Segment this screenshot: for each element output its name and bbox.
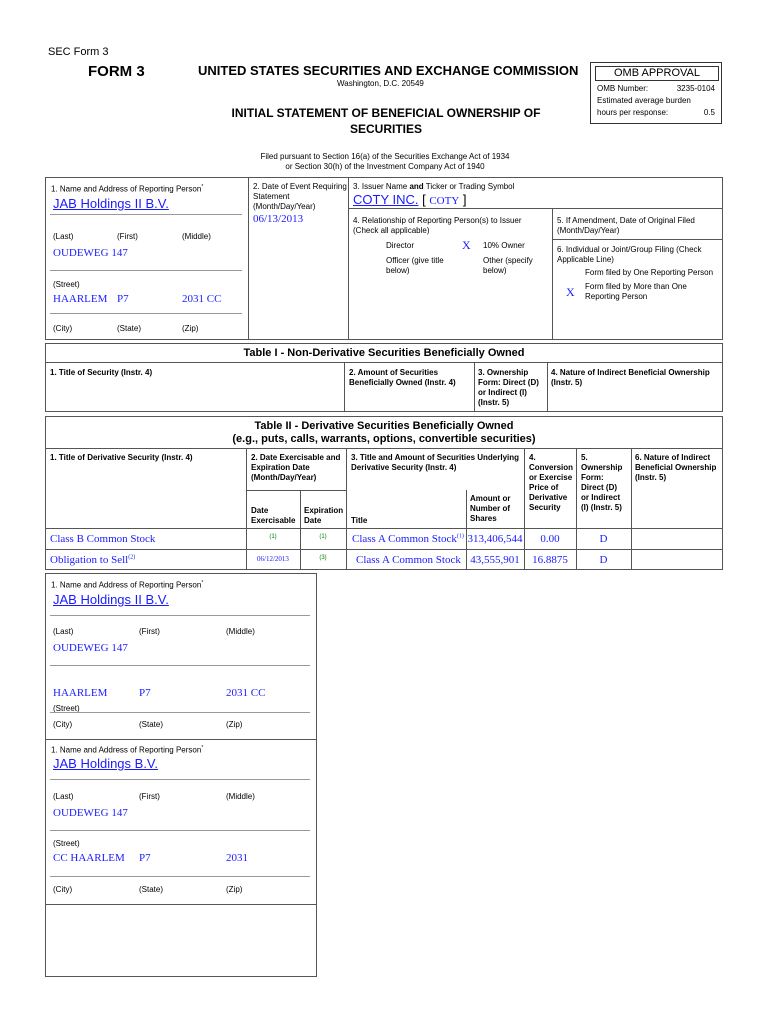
table2-col6-l3: (Instr. 5) [635, 473, 667, 482]
person2-name-link[interactable]: JAB Holdings B.V. [53, 756, 159, 771]
row2-underlying-title-text: Class A Common Stock [356, 554, 461, 566]
sec-form-label: SEC Form 3 [48, 46, 109, 58]
person2-state-value: P7 [139, 852, 151, 864]
table2-col5-l6: (I) (Instr. 5) [581, 503, 622, 512]
table2-title-l2: (e.g., puts, calls, warrants, options, convertible securities) [232, 433, 536, 445]
table1-col2-l2: Beneficially Owned (Instr. 4) [349, 378, 456, 387]
person2-zip-label: (Zip) [226, 885, 243, 894]
person2-label [51, 743, 203, 756]
table1-col4-l1: 4. Nature of Indirect Beneficial Ownership [551, 368, 710, 377]
table2-col6-l1: 6. Nature of Indirect [635, 453, 711, 462]
person2-street-value: OUDEWEG 147 [53, 807, 128, 819]
box3-issuer [353, 192, 467, 207]
box5-label-l2: (Month/Day/Year) [557, 226, 620, 235]
row1-expiration: (1) [319, 534, 327, 540]
box6-label [557, 245, 702, 265]
amount-l3: Shares [470, 514, 497, 523]
table2-col3 [351, 453, 519, 473]
table1-col1: 1. Title of Security (Instr. 4) [50, 368, 153, 377]
box3-label-post: Ticker or Trading Symbol [423, 182, 515, 191]
table2-col4-l6: Security [529, 503, 561, 512]
person2-first-label: (First) [139, 792, 160, 801]
more-than-one-l1: Form filed by More than One [585, 282, 687, 291]
person2-middle-label: (Middle) [226, 792, 255, 801]
box1-label [51, 182, 203, 195]
table2-col5-l5: or Indirect [581, 493, 621, 502]
row1-security-title: Class B Common Stock [50, 533, 156, 545]
table2-col4-l1: 4. [529, 453, 536, 462]
table-row [50, 533, 155, 545]
commission-title: UNITED STATES SECURITIES AND EXCHANGE COMMISSION [198, 63, 579, 78]
person1-label-text: 1. Name and Address of Reporting Person [51, 580, 202, 590]
box1-first-label: (First) [117, 232, 138, 241]
table2-col5-l1: 5. [581, 453, 588, 462]
omb-number-label: OMB Number: [597, 84, 649, 93]
table2-col3-amount [470, 494, 510, 524]
other-label-l1: Other (specify [483, 256, 533, 265]
more-than-one-l2: Reporting Person [585, 292, 648, 301]
row2-price: 16.8875 [532, 554, 568, 566]
box3-label-pre: 3. Issuer Name [353, 182, 410, 191]
director-label: Director [386, 241, 415, 250]
box1-star: * [201, 184, 204, 190]
row2-date-exercisable: 06/12/2013 [257, 555, 289, 563]
person2-star: * [201, 745, 204, 751]
box2-event-date: 06/13/2013 [253, 213, 304, 225]
box2-label-l3: (Month/Day/Year) [253, 202, 316, 211]
person1-zip-label: (Zip) [226, 720, 243, 729]
table1-col3-l1: 3. Ownership [478, 368, 529, 377]
expiration-l1: Expiration [304, 506, 344, 515]
person1-star: * [201, 580, 204, 586]
statement-title-line2: SECURITIES [349, 122, 422, 136]
box6-label-l2: Applicable Line) [557, 255, 614, 264]
table1-col4-l2: (Instr. 5) [551, 378, 583, 387]
person1-state-label: (State) [139, 720, 164, 729]
table2-col2-l1: 2. Date Exercisable and [251, 453, 341, 462]
person1-zip-value: 2031 CC [226, 687, 266, 699]
table2-col6-l2: Beneficial Ownership [635, 463, 717, 472]
person1-street-label: (Street) [53, 704, 80, 713]
table2-col3-l2: Derivative Security (Instr. 4) [351, 463, 457, 472]
table-row [50, 554, 135, 566]
person2-city-value: CC HAARLEM [53, 852, 125, 864]
box1-last-label: (Last) [53, 232, 74, 241]
omb-hours-label: hours per response: [597, 108, 669, 117]
filed-pursuant [200, 152, 570, 172]
filed-line2: or Section 30(h) of the Investment Company Act of 1940 [285, 162, 485, 171]
table2-col5-l2: Ownership [581, 463, 623, 472]
row1-ownership-form: D [599, 533, 608, 545]
box1-middle-label: (Middle) [182, 232, 211, 241]
omb-burden-label: Estimated average burden [597, 96, 691, 105]
table2-col1: 1. Title of Derivative Security (Instr. 4) [50, 453, 193, 462]
table2-col4-l4: Price of [529, 483, 559, 492]
table2-col2 [251, 453, 340, 483]
row2-expiration: (3) [319, 555, 327, 561]
row1-underlying-title [352, 533, 464, 545]
amount-l1: Amount or [470, 494, 511, 503]
person2-last-label: (Last) [53, 792, 74, 801]
statement-title-line1: INITIAL STATEMENT OF BENEFICIAL OWNERSHIP OF [231, 106, 541, 120]
table2-col4-l3: or Exercise [529, 473, 573, 482]
table2-title [45, 420, 723, 446]
omb-title: OMB APPROVAL [595, 66, 719, 81]
person1-street-value: OUDEWEG 147 [53, 642, 128, 654]
box4-label-l2: (Check all applicable) [353, 226, 430, 235]
row2-title-footnote: (2) [128, 554, 136, 561]
table1-col3-l2: Form: Direct (D) [478, 378, 539, 387]
officer-label-l2: below) [386, 266, 410, 275]
ticker-symbol: COTY [429, 195, 460, 207]
box5-label [557, 216, 695, 236]
box1-city-label: (City) [53, 324, 73, 333]
more-than-one-label [585, 282, 687, 302]
issuer-name-link[interactable]: COTY INC. [353, 192, 419, 207]
date-exercisable-l1: Date [251, 506, 269, 515]
ten-percent-owner-label: 10% Owner [483, 241, 525, 250]
box1-label-text: 1. Name and Address of Reporting Person [51, 184, 202, 194]
box5-label-l1: 5. If Amendment, Date of Original Filed [557, 216, 695, 225]
person1-city-label: (City) [53, 720, 73, 729]
table1-title: Table I - Non-Derivative Securities Beneficially Owned [243, 347, 525, 359]
row2-ownership-form: D [599, 554, 608, 566]
filed-line1: Filed pursuant to Section 16(a) of the Securities Exchange Act of 1934 [260, 152, 510, 161]
table1-col2 [349, 368, 456, 388]
form-number: FORM 3 [88, 63, 145, 80]
ten-percent-owner-check[interactable]: X [462, 238, 471, 252]
table1-col3-l3: or Indirect (I) [478, 388, 527, 397]
box6-label-l1: 6. Individual or Joint/Group Filing (Check [557, 245, 702, 254]
row1-amount: 313,406,544 [467, 533, 523, 545]
box4-label [353, 216, 522, 236]
box1-state-label: (State) [117, 324, 142, 333]
table2-col5-l4: Direct (D) [581, 483, 618, 492]
more-than-one-check[interactable]: X [566, 285, 575, 299]
box3-label-and: and [409, 182, 424, 191]
box3-label [353, 182, 514, 192]
table2-col4-l2: Conversion [529, 463, 574, 472]
row2-underlying-title [356, 554, 461, 566]
other-label-l2: below) [483, 266, 507, 275]
table2-col5 [581, 453, 622, 513]
person1-last-label: (Last) [53, 627, 74, 636]
row1-underlying-title-text: Class A Common Stock [352, 533, 457, 545]
ticker-bracket-close: ] [459, 192, 467, 207]
commission-location: Washington, D.C. 20549 [337, 79, 424, 88]
table2-col3-l1: 3. Title and Amount of Securities Underlying [351, 453, 520, 462]
person2-label-text: 1. Name and Address of Reporting Person [51, 745, 202, 755]
one-person-label: Form filed by One Reporting Person [585, 268, 714, 277]
table2-col6 [635, 453, 716, 483]
officer-label [386, 256, 444, 276]
box1-reporting-person-link[interactable]: JAB Holdings II B.V. [53, 196, 169, 211]
person2-city-label: (City) [53, 885, 73, 894]
table1-col3-l4: (Instr. 5) [478, 398, 510, 407]
ticker-bracket-open: [ [418, 192, 430, 207]
person1-label [51, 578, 203, 591]
table2-col4 [529, 453, 573, 513]
officer-label-l1: Officer (give title [386, 256, 444, 265]
table2-col2-l3: (Month/Day/Year) [251, 473, 317, 482]
person2-street-label: (Street) [53, 839, 80, 848]
box1-city-value: HAARLEM [53, 293, 108, 305]
omb-hours: 0.5 [703, 108, 715, 117]
person2-zip-value: 2031 [226, 852, 248, 864]
table2-title-l1: Table II - Derivative Securities Beneficially Owned [254, 420, 514, 432]
person2-state-label: (State) [139, 885, 164, 894]
box1-street-value: OUDEWEG 147 [53, 247, 128, 259]
table2-col5-l3: Form: [581, 473, 604, 482]
expiration-l2: Date [304, 516, 322, 525]
additional-persons-box [45, 573, 317, 977]
table2-col2-expiration [304, 506, 343, 526]
person1-first-label: (First) [139, 627, 160, 636]
person1-state-value: P7 [139, 687, 151, 699]
table1-col3 [478, 368, 539, 408]
table2-col4-l5: Derivative [529, 493, 568, 502]
date-exercisable-l2: Exercisable [251, 516, 296, 525]
box2-label-l1: 2. Date of Event Requiring [253, 182, 347, 191]
person1-name-link[interactable]: JAB Holdings II B.V. [53, 592, 169, 607]
box1-street-label: (Street) [53, 280, 80, 289]
table1-col2-l1: 2. Amount of Securities [349, 368, 439, 377]
box1-zip-label: (Zip) [182, 324, 199, 333]
box2-label-l2: Statement [253, 192, 290, 201]
row2-security-title: Obligation to Sell [50, 554, 129, 566]
box1-state-value: P7 [117, 293, 129, 305]
row2-amount: 43,555,901 [470, 554, 520, 566]
table2-col2-date-exercisable [251, 506, 295, 526]
table2-col2-l2: Expiration Date [251, 463, 310, 472]
amount-l2: Number of [470, 504, 510, 513]
box1-zip-value: 2031 CC [182, 293, 222, 305]
person1-city-value: HAARLEM [53, 687, 108, 699]
person1-middle-label: (Middle) [226, 627, 255, 636]
box2-label [253, 182, 347, 212]
row1-underlying-footnote: (1) [456, 533, 464, 540]
statement-title [218, 105, 554, 137]
table1-col4 [551, 368, 710, 388]
box4-label-l1: 4. Relationship of Reporting Person(s) to Issuer [353, 216, 522, 225]
other-label [483, 256, 533, 276]
row1-date-exercisable: (1) [269, 534, 277, 540]
row1-price: 0.00 [540, 533, 560, 545]
omb-number: 3235-0104 [676, 84, 715, 93]
table2-col3-title: Title [351, 516, 368, 525]
omb-approval-box [590, 62, 722, 124]
